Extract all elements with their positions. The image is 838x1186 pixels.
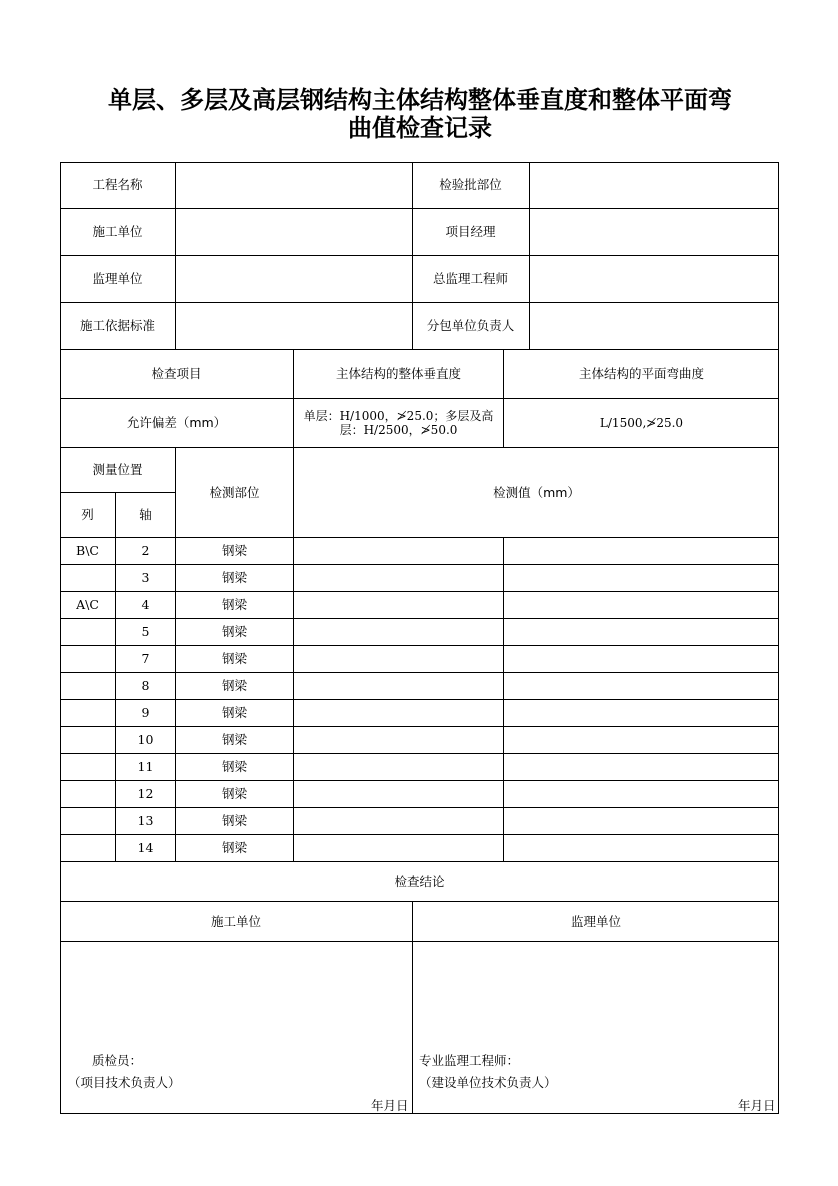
inspector-label: 质检员：	[92, 1053, 143, 1068]
part-cell: 钢梁	[221, 597, 247, 612]
engineer-note: （建设单位技术负责人）	[419, 1075, 557, 1090]
part-cell: 钢梁	[221, 732, 247, 747]
pm-field[interactable]	[530, 209, 779, 255]
row-cell	[60, 727, 115, 753]
part-cell: 钢梁	[221, 651, 247, 666]
verticality-value-cell[interactable]	[294, 673, 503, 699]
flatness-value-cell[interactable]	[504, 538, 779, 564]
axis-cell: 9	[141, 705, 150, 720]
verticality-tolerance-line-2: 层：H/2500，≯50.0	[339, 423, 458, 437]
contractor-field[interactable]	[176, 209, 412, 255]
row-cell: B\C	[76, 543, 99, 558]
flatness-value-cell[interactable]	[504, 754, 779, 780]
flatness-value-cell[interactable]	[504, 835, 779, 861]
check-item-label: 检查项目	[151, 366, 202, 381]
row-cell	[60, 646, 115, 672]
supervisor-label: 监理单位	[92, 271, 143, 286]
part-cell: 钢梁	[221, 624, 247, 639]
flatness-value-cell[interactable]	[504, 700, 779, 726]
verticality-value-cell[interactable]	[294, 700, 503, 726]
flatness-tolerance: L/1500,≯25.0	[599, 416, 684, 430]
part-cell: 钢梁	[221, 678, 247, 693]
verticality-value-cell[interactable]	[294, 835, 503, 861]
row-cell	[60, 835, 115, 861]
chief-engineer-label: 总监理工程师	[432, 271, 508, 286]
sub-manager-label: 分包单位负责人	[426, 318, 515, 333]
verticality-value-cell[interactable]	[294, 565, 503, 591]
title-line-2: 曲值检查记录	[348, 113, 492, 142]
sub-manager-field[interactable]	[530, 303, 779, 349]
inspector-note: （项目技术负责人）	[68, 1075, 181, 1090]
part-cell: 钢梁	[221, 786, 247, 801]
tolerance-label: 允许偏差（mm）	[126, 415, 227, 430]
page-title	[40, 86, 800, 142]
flatness-value-cell[interactable]	[504, 673, 779, 699]
value-label: 检测值（mm）	[493, 484, 580, 500]
inspection-form	[60, 162, 779, 1114]
engineer-label: 专业监理工程师：	[419, 1053, 520, 1068]
date-left: 年月日	[371, 1098, 409, 1113]
part-cell: 钢梁	[221, 570, 247, 585]
part-cell: 钢梁	[221, 705, 247, 720]
verticality-value-cell[interactable]	[294, 592, 503, 618]
contractor-label: 施工单位	[92, 224, 143, 239]
row-cell	[60, 700, 115, 726]
verticality-value-cell[interactable]	[294, 727, 503, 753]
flatness-value-cell[interactable]	[504, 592, 779, 618]
flatness-value-cell[interactable]	[504, 781, 779, 807]
axis-cell: 13	[137, 813, 154, 828]
batch-label: 检验批部位	[439, 177, 502, 192]
flatness-value-cell[interactable]	[504, 646, 779, 672]
axis-cell: 8	[141, 678, 150, 693]
batch-field[interactable]	[530, 162, 779, 208]
part-cell: 钢梁	[221, 543, 247, 558]
verticality-tolerance	[294, 399, 503, 447]
axis-label: 轴	[139, 507, 152, 522]
axis-cell: 10	[137, 732, 154, 747]
verticality-value-cell[interactable]	[294, 646, 503, 672]
axis-cell: 4	[141, 597, 150, 612]
pm-label: 项目经理	[445, 224, 496, 239]
flatness-value-cell[interactable]	[504, 808, 779, 834]
standard-field[interactable]	[176, 303, 412, 349]
position-label: 测量位置	[92, 462, 143, 477]
axis-cell: 2	[141, 543, 150, 558]
flatness-value-cell[interactable]	[504, 727, 779, 753]
flatness-value-cell[interactable]	[504, 565, 779, 591]
row-cell	[60, 565, 115, 591]
verticality-tolerance-line-1: 单层：H/1000，≯25.0；多层及高	[303, 409, 494, 423]
part-cell: 钢梁	[221, 840, 247, 855]
part-cell: 钢梁	[221, 759, 247, 774]
axis-cell: 7	[141, 651, 150, 666]
axis-cell: 3	[141, 570, 150, 585]
standard-label: 施工依据标准	[79, 318, 155, 333]
project-name-field[interactable]	[176, 162, 412, 208]
project-name-label: 工程名称	[92, 177, 143, 192]
axis-cell: 12	[137, 786, 154, 801]
row-cell	[60, 808, 115, 834]
conclusion-label: 检查结论	[394, 873, 445, 889]
verticality-value-cell[interactable]	[294, 538, 503, 564]
verticality-label: 主体结构的整体垂直度	[335, 366, 461, 381]
flatness-label: 主体结构的平面弯曲度	[578, 366, 704, 381]
chief-engineer-field[interactable]	[530, 256, 779, 302]
verticality-value-cell[interactable]	[294, 808, 503, 834]
supervisor-field[interactable]	[176, 256, 412, 302]
row-cell	[60, 619, 115, 645]
row-cell	[60, 781, 115, 807]
axis-cell: 11	[137, 759, 154, 774]
verticality-value-cell[interactable]	[294, 781, 503, 807]
part-cell: 钢梁	[221, 813, 247, 828]
date-right: 年月日	[738, 1098, 776, 1113]
row-cell	[60, 673, 115, 699]
row-cell	[60, 754, 115, 780]
row-label: 列	[81, 507, 94, 522]
verticality-value-cell[interactable]	[294, 619, 503, 645]
row-cell: A\C	[76, 597, 99, 612]
part-label: 检测部位	[209, 484, 260, 500]
axis-cell: 14	[137, 840, 154, 855]
title-line-1: 单层、多层及高层钢结构主体结构整体垂直度和整体平面弯	[108, 85, 732, 114]
flatness-value-cell[interactable]	[504, 619, 779, 645]
verticality-value-cell[interactable]	[294, 754, 503, 780]
axis-cell: 5	[141, 624, 150, 639]
conclusion-contractor-label: 施工单位	[210, 913, 261, 929]
conclusion-supervisor-label: 监理单位	[570, 913, 621, 929]
